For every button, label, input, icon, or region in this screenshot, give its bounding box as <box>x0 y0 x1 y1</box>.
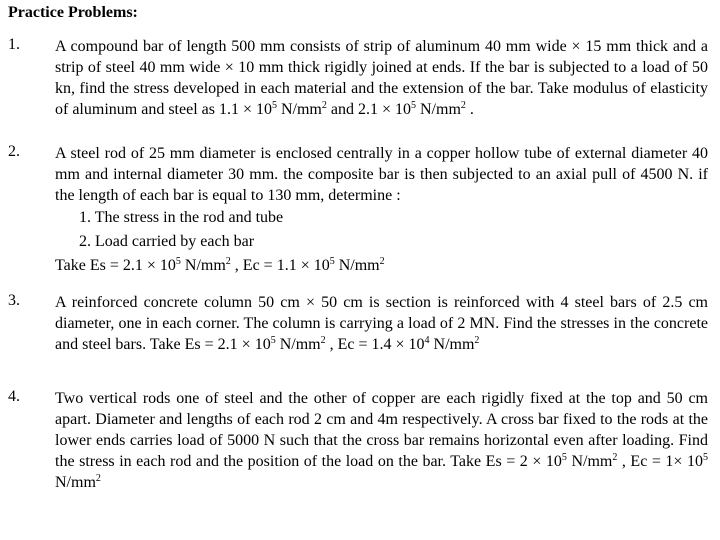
superscript: 5 <box>175 256 181 267</box>
superscript: 2 <box>379 256 385 267</box>
subitem: 1. The stress in the rod and tube <box>79 209 284 226</box>
text-segment: N/mm <box>55 474 96 491</box>
subitem: 2. Load carried by each bar <box>79 233 255 250</box>
problem-text <box>55 143 708 278</box>
superscript: 5 <box>411 100 416 111</box>
superscript: 2 <box>612 452 618 463</box>
problem-number: 4. <box>8 388 20 405</box>
superscript: 5 <box>703 452 708 463</box>
problem-4 <box>8 388 708 493</box>
superscript: 2 <box>474 335 480 346</box>
problem-2 <box>8 143 708 278</box>
text-segment: , Ec = 1× 10 <box>617 453 703 470</box>
text-segment: and 2.1 × 10 <box>326 101 411 118</box>
given-values <box>55 254 708 278</box>
problem-text-main <box>55 143 708 206</box>
text-segment: N/mm <box>334 257 380 274</box>
superscript: 2 <box>321 100 327 111</box>
text-segment: N/mm <box>275 336 321 353</box>
text-segment: A reinforced concrete column 50 cm × 50 cm is section is reinforced with 4 steel bars of 2.5 cm diameter, one in each corner. The column is carrying a load of 2 MN. Find the stresses in the concrete and steel bars. Take Es = 2.1 × 10 <box>55 294 708 353</box>
superscript: 2 <box>95 473 101 484</box>
text-segment: N/mm <box>276 101 322 118</box>
problem-number: 3. <box>8 292 20 309</box>
superscript: 5 <box>270 335 276 346</box>
superscript: 4 <box>424 335 430 346</box>
problem-text <box>55 292 708 355</box>
text-segment: , Ec = 1.1 × 10 <box>230 257 330 274</box>
text-segment: A steel rod of 25 mm diameter is enclosed centrally in a copper hollow tube of external diameter 40 mm and internal diameter 30 mm. the composite bar is then subjected to an axial pull of 4500 N. if the length of each bar is equal to 130 mm, determine : <box>55 145 708 204</box>
page-title: Practice Problems: <box>8 4 138 21</box>
text-segment: N/mm <box>180 257 226 274</box>
superscript: 2 <box>320 335 326 346</box>
superscript: 2 <box>225 256 231 267</box>
superscript: 5 <box>329 256 335 267</box>
problem-number: 1. <box>8 36 20 53</box>
text-segment: A compound bar of length 500 mm consists of strip of aluminum 40 mm wide × 15 mm thick and a strip of steel 40 mm wide × 10 mm thick rigidly joined at ends. If the bar is subjected to a load of 50 kn, find the stress developed in each material and the extension of the bar. Take modulus of elasticity of aluminum and steel as 1.1 × 10 <box>55 38 708 118</box>
text-segment: Two vertical rods one of steel and the other of copper are each rigidly fixed at the top and 50 cm apart. Diameter and lengths of each rod 2 cm and 4m respectively. A cross bar fixed to the rods at the lower ends carries load of 5000 N such that the cross bar remains horizontal even after loading. Find the stress in each rod and the position of the load on the bar. Take Es = 2 × 10 <box>55 390 708 470</box>
text-segment: N/mm <box>416 101 461 118</box>
superscript: 2 <box>460 100 466 111</box>
problem-3 <box>8 292 708 355</box>
text-segment: Take Es = 2.1 × 10 <box>55 257 176 274</box>
superscript: 5 <box>271 100 277 111</box>
text-segment: N/mm <box>566 453 613 470</box>
problem-1 <box>8 36 708 120</box>
text-segment: . <box>465 101 474 118</box>
problem-text <box>55 388 708 493</box>
text-segment: , Ec = 1.4 × 10 <box>325 336 425 353</box>
problem-number: 2. <box>8 143 20 160</box>
superscript: 5 <box>561 452 567 463</box>
text-segment: N/mm <box>429 336 475 353</box>
problem-text <box>55 36 708 120</box>
